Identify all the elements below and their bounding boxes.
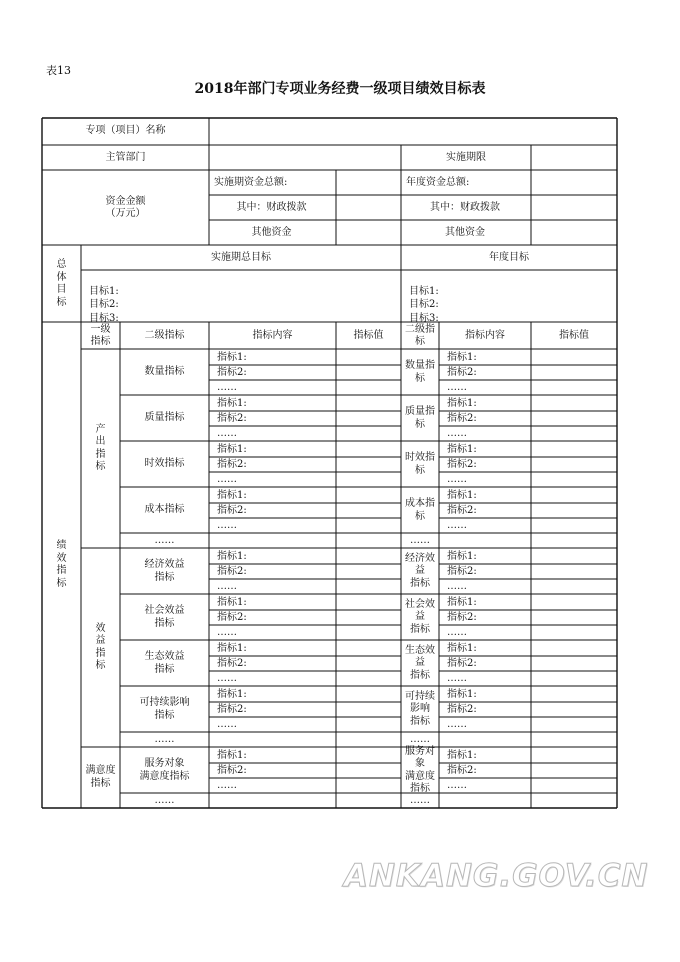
right-indicator-item: 指标1:: [447, 597, 477, 608]
benefit-indicator-label: 标: [95, 660, 106, 671]
right-level2-indicator: 标: [415, 372, 425, 384]
level2-indicator: 指标: [154, 571, 175, 583]
right-indicator-item: 指标2:: [447, 704, 477, 715]
right-level2-indicator: 可持续: [405, 690, 435, 702]
indicator-item: 指标1:: [217, 490, 247, 501]
level2-indicator: 成本指标: [144, 504, 185, 516]
right-indicator-item: ……: [447, 581, 467, 592]
overall-goal-label: 目: [56, 284, 67, 295]
indicator-item: ……: [217, 581, 237, 592]
indicator-item: 指标2:: [217, 367, 247, 378]
page-title: 2018年部门专项业务经费一级项目绩效目标表: [194, 81, 486, 97]
performance-label: 指: [56, 565, 67, 576]
benefit-indicator-label: 指: [95, 647, 106, 659]
performance-label: 标: [56, 577, 67, 589]
right-indicator-item: 指标1:: [447, 750, 477, 761]
satisfaction-indicator-label: 指标: [90, 777, 111, 789]
period-total-label: 实施期资金总额:: [214, 177, 288, 188]
indicator-item: 指标1:: [217, 689, 247, 700]
benefit-indicator-label: 益: [95, 635, 106, 646]
annual-total-label: 年度资金总额:: [406, 177, 470, 188]
period-goal-item: 目标3:: [89, 312, 119, 324]
period-goal-item: 目标1:: [89, 286, 119, 297]
right-indicator-item: 指标2:: [447, 505, 477, 516]
right-indicator-item: 指标2:: [447, 566, 477, 577]
right-indicator-item: ……: [447, 780, 467, 791]
right-level2-indicator: 指标: [410, 783, 430, 794]
annual-goal-item: 目标1:: [409, 286, 439, 297]
right-level2-indicator: 标: [415, 464, 425, 476]
right-indicator-item: 指标1:: [447, 352, 477, 363]
level2-indicator: 生态效益: [144, 651, 185, 662]
level1-header: 一级: [90, 323, 111, 335]
indicator-item: 指标2:: [217, 658, 247, 669]
level2-indicator: 可持续影响: [139, 697, 190, 708]
indicator-item: ……: [217, 520, 237, 531]
right-indicator-item: ……: [447, 520, 467, 531]
level1-header: 指标: [90, 336, 111, 347]
annual-fiscal-label: 其中：财政拨款: [430, 202, 500, 213]
right-level2-indicator: 标: [415, 510, 425, 522]
indicator-item: 指标2:: [217, 459, 247, 470]
right-level2-indicator: 影响: [410, 703, 430, 715]
right-indicator-item: ……: [447, 673, 467, 684]
more-row: ……: [154, 535, 175, 546]
indicator-item: 指标2:: [217, 566, 247, 577]
right-level2-header: 标: [415, 336, 425, 347]
right-level2-indicator: 益: [415, 611, 425, 623]
indicator-item: ……: [217, 780, 237, 791]
period-fiscal-label: 其中：财政拨款: [236, 202, 307, 213]
indicator-item: 指标2:: [217, 413, 247, 424]
benefit-indicator-label: 效: [95, 622, 106, 634]
indicator-item: 指标1:: [217, 444, 247, 455]
level2-indicator: 满意度指标: [139, 770, 190, 782]
annual-other-label: 其他资金: [445, 227, 485, 238]
right-indicator-item: 指标2:: [447, 459, 477, 470]
right-level2-indicator: 益: [415, 565, 425, 577]
funds-amount-label: （万元）: [105, 208, 146, 219]
watermark: ANKANG.GOV.CN: [344, 858, 649, 894]
right-level2-indicator: 生态效: [405, 644, 435, 656]
right-level2-indicator: 指标: [410, 715, 430, 727]
indicator-item: 指标1:: [217, 597, 247, 608]
right-indicator-item: ……: [447, 428, 467, 439]
level2-indicator: 服务对象: [144, 758, 185, 769]
right-indicator-item: 指标2:: [447, 413, 477, 424]
indicator-item: 指标2:: [217, 704, 247, 715]
satisfaction-indicator-label: 满意度: [85, 765, 116, 776]
right-indicator-item: ……: [447, 382, 467, 393]
right-level2-indicator: 满意度: [405, 770, 435, 782]
right-level2-indicator: 指标: [410, 577, 430, 589]
right-indicator-item: ……: [447, 474, 467, 485]
indicator-item: 指标1:: [217, 398, 247, 409]
right-level2-indicator: 经济效: [405, 552, 435, 564]
right-indicator-item: 指标2:: [447, 765, 477, 776]
annual-goal-item: 目标3:: [409, 312, 439, 324]
table-number: 表13: [46, 64, 71, 77]
right-level2-indicator: 标: [415, 418, 425, 430]
right-indicator-item: 指标1:: [447, 551, 477, 562]
right-indicator-item: 指标1:: [447, 643, 477, 654]
overall-goal-label: 标: [56, 296, 67, 308]
output-indicator-label: 出: [95, 436, 106, 447]
level2-indicator: 指标: [154, 617, 175, 629]
annual-goal-item: 目标2:: [409, 299, 439, 311]
funds-amount-label: 资金金额: [105, 195, 146, 207]
right-level2-indicator: 象: [415, 758, 425, 769]
content-header: 指标内容: [252, 330, 293, 341]
level2-indicator: 时效指标: [144, 458, 185, 470]
right-indicator-item: 指标2:: [447, 658, 477, 669]
right-value-header: 指标值: [559, 330, 589, 341]
right-indicator-item: ……: [447, 627, 467, 638]
level2-indicator: 社会效益: [144, 605, 185, 616]
right-more-row: ……: [410, 734, 430, 745]
right-level2-indicator: 指标: [410, 623, 430, 635]
indicator-item: 指标2:: [217, 612, 247, 623]
indicator-item: ……: [217, 474, 237, 485]
indicator-item: ……: [217, 673, 237, 684]
right-indicator-item: 指标2:: [447, 612, 477, 623]
output-indicator-label: 标: [95, 461, 106, 472]
right-level2-indicator: 社会效: [405, 598, 435, 610]
right-indicator-item: 指标2:: [447, 367, 477, 378]
level2-indicator: 经济效益: [144, 559, 185, 570]
overall-goal-label: 体: [56, 271, 67, 283]
right-level2-header: 二级指: [405, 323, 435, 335]
right-content-header: 指标内容: [465, 330, 505, 341]
right-indicator-item: 指标1:: [447, 444, 477, 455]
performance-label: 效: [56, 552, 67, 564]
indicator-item: 指标1:: [217, 551, 247, 562]
right-level2-indicator: 益: [415, 657, 425, 669]
right-indicator-item: 指标1:: [447, 689, 477, 700]
right-level2-indicator: 数量指: [405, 360, 435, 371]
level2-indicator: 数量指标: [144, 366, 185, 378]
level2-indicator: 指标: [154, 663, 175, 675]
right-level2-indicator: 服务对: [405, 745, 435, 757]
annual-goal-header: 年度目标: [489, 252, 529, 263]
right-level2-indicator: 指标: [410, 669, 430, 681]
overall-goal-label: 总: [56, 259, 67, 270]
value-header: 指标值: [353, 330, 384, 341]
indicator-item: 指标2:: [217, 765, 247, 776]
right-more-row: ……: [410, 535, 430, 546]
period-goal-header: 实施期总目标: [211, 252, 271, 263]
department-label: 主管部门: [105, 152, 146, 163]
indicator-item: ……: [217, 719, 237, 730]
indicator-item: ……: [217, 382, 237, 393]
period-other-label: 其他资金: [251, 227, 292, 238]
right-level2-indicator: 时效指: [405, 452, 435, 463]
output-indicator-label: 产: [95, 423, 106, 435]
right-indicator-item: 指标1:: [447, 490, 477, 501]
period-goal-item: 目标2:: [89, 299, 119, 311]
right-indicator-item: 指标1:: [447, 398, 477, 409]
indicator-item: 指标1:: [217, 352, 247, 363]
more-row: ……: [154, 734, 175, 745]
indicator-item: 指标1:: [217, 643, 247, 654]
level2-indicator: 质量指标: [144, 412, 185, 424]
period-label: 实施期限: [446, 152, 486, 163]
level2-indicator: 指标: [154, 709, 175, 721]
performance-label: 绩: [56, 540, 67, 551]
indicator-item: ……: [217, 428, 237, 439]
indicator-item: 指标2:: [217, 505, 247, 516]
indicator-item: 指标1:: [217, 750, 247, 761]
right-level2-indicator: 成本指: [405, 498, 435, 509]
right-level2-indicator: 质量指: [405, 406, 435, 417]
right-indicator-item: ……: [447, 719, 467, 730]
project-name-label: 专项（项目）名称: [85, 125, 166, 136]
indicator-item: ……: [217, 627, 237, 638]
output-indicator-label: 指: [95, 448, 106, 460]
level2-header: 二级指标: [144, 330, 185, 341]
right-more-row: ……: [410, 795, 430, 806]
more-row: ……: [154, 795, 175, 806]
